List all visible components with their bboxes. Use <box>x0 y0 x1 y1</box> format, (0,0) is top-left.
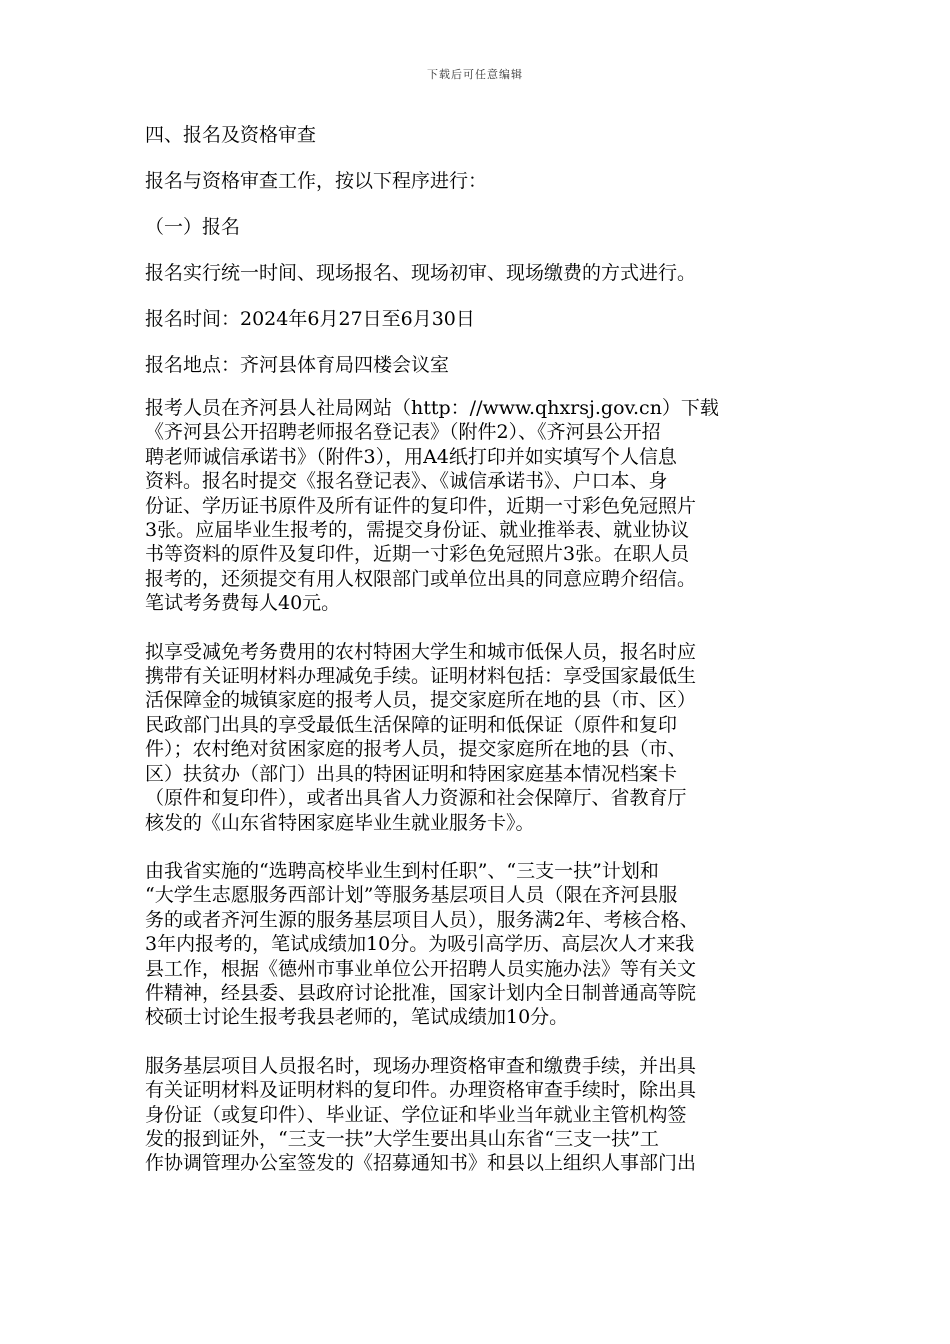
text-line: 携带有关证明材料办理减免手续。证明材料包括：享受国家最低生 <box>145 665 697 688</box>
text-line: 由我省实施的“选聘高校毕业生到村任职”、“三支一扶”计划和 <box>145 859 659 882</box>
text-line: 校硕士讨论生报考我县老师的，笔试成绩加10分。 <box>145 1006 569 1029</box>
page-header-note: 下载后可任意编辑 <box>427 68 523 81</box>
text-line: 聘老师诚信承诺书》（附件3），用A4纸打印并如实填写个人信息 <box>145 445 677 468</box>
text-line: 3张。应届毕业生报考的，需提交身份证、就业推举表、就业协议 <box>145 519 690 542</box>
section-heading: 四、报名及资格审查 <box>145 124 317 146</box>
text-line: 务的或者齐河生源的服务基层项目人员），服务满2年、考核合格、 <box>145 908 699 931</box>
document-body <box>145 120 810 1200</box>
paragraph-grassroots-staff <box>145 1054 810 1176</box>
text-line: 件）；农村绝对贫困家庭的报考人员，提交家庭所在地的县（市、 <box>145 738 687 761</box>
text-line: （原件和复印件），或者出具省人力资源和社会保障厅、省教育厅 <box>145 787 687 810</box>
text-line: 区）扶贫办（部门）出具的特困证明和特困家庭基本情况档案卡 <box>145 762 678 785</box>
text-line: 份证、学历证书原件及所有证件的复印件，近期一寸彩色免冠照片 <box>145 494 697 517</box>
text-line: 活保障金的城镇家庭的报考人员，提交家庭所在地的县（市、区） <box>145 689 697 712</box>
paragraph-application-materials <box>145 396 810 616</box>
text-line: 民政部门出具的享受最低生活保障的证明和低保证（原件和复印 <box>145 713 678 736</box>
text-line: 作协调管理办公室签发的《招募通知书》和县以上组织人事部门出 <box>145 1152 697 1175</box>
registration-time: 报名时间：2024年6月27日至6月30日 <box>145 308 475 330</box>
text-line: 核发的《山东省特困家庭毕业生就业服务卡》。 <box>145 811 535 834</box>
text-line: 发的报到证外，“三支一扶”大学生要出具山东省“三支一扶”工 <box>145 1127 659 1150</box>
text-line: 书等资料的原件及复印件，近期一寸彩色免冠照片3张。在职人员 <box>145 543 690 566</box>
text-line: 报考的，还须提交有用人权限部门或单位出具的同意应聘介绍信。 <box>145 567 697 590</box>
paragraph-bonus-points <box>145 859 810 1030</box>
text-line: 拟享受减免考务费用的农村特困大学生和城市低保人员，报名时应 <box>145 640 697 663</box>
intro-text: 报名与资格审查工作，按以下程序进行： <box>145 170 488 192</box>
text-line: 3年内报考的，笔试成绩加10分。为吸引高学历、高层次人才来我 <box>145 933 695 956</box>
text-line: 件精神，经县委、县政府讨论批准，国家计划内全日制普通高等院 <box>145 981 697 1004</box>
text-line: 服务基层项目人员报名时，现场办理资格审查和缴费手续，并出具 <box>145 1054 697 1077</box>
paragraph-fee-reduction <box>145 640 810 835</box>
subsection-heading: （一）报名 <box>145 216 241 238</box>
registration-location: 报名地点：齐河县体育局四楼会议室 <box>145 354 450 376</box>
text-line: 报考人员在齐河县人社局网站（http：//www.qhxrsj.gov.cn）下载 <box>145 397 719 419</box>
text-line: 身份证（或复印件）、毕业证、学位证和毕业当年就业主管机构签 <box>145 1103 687 1126</box>
text-line: 县工作，根据《德州市事业单位公开招聘人员实施办法》等有关文 <box>145 957 697 980</box>
text-line: 笔试考务费每人40元。 <box>145 592 341 615</box>
text-line: 《齐河县公开招聘老师报名登记表》（附件2）、《齐河县公开招 <box>145 421 661 444</box>
text-line: “大学生志愿服务西部计划”等服务基层项目人员（限在齐河县服 <box>145 884 678 907</box>
text-line: 有关证明材料及证明材料的复印件。办理资格审查手续时，除出具 <box>145 1079 697 1102</box>
text-line: 资料。报名时提交《报名登记表》、《诚信承诺书》、户口本、身 <box>145 470 668 493</box>
registration-method: 报名实行统一时间、现场报名、现场初审、现场缴费的方式进行。 <box>145 262 697 284</box>
